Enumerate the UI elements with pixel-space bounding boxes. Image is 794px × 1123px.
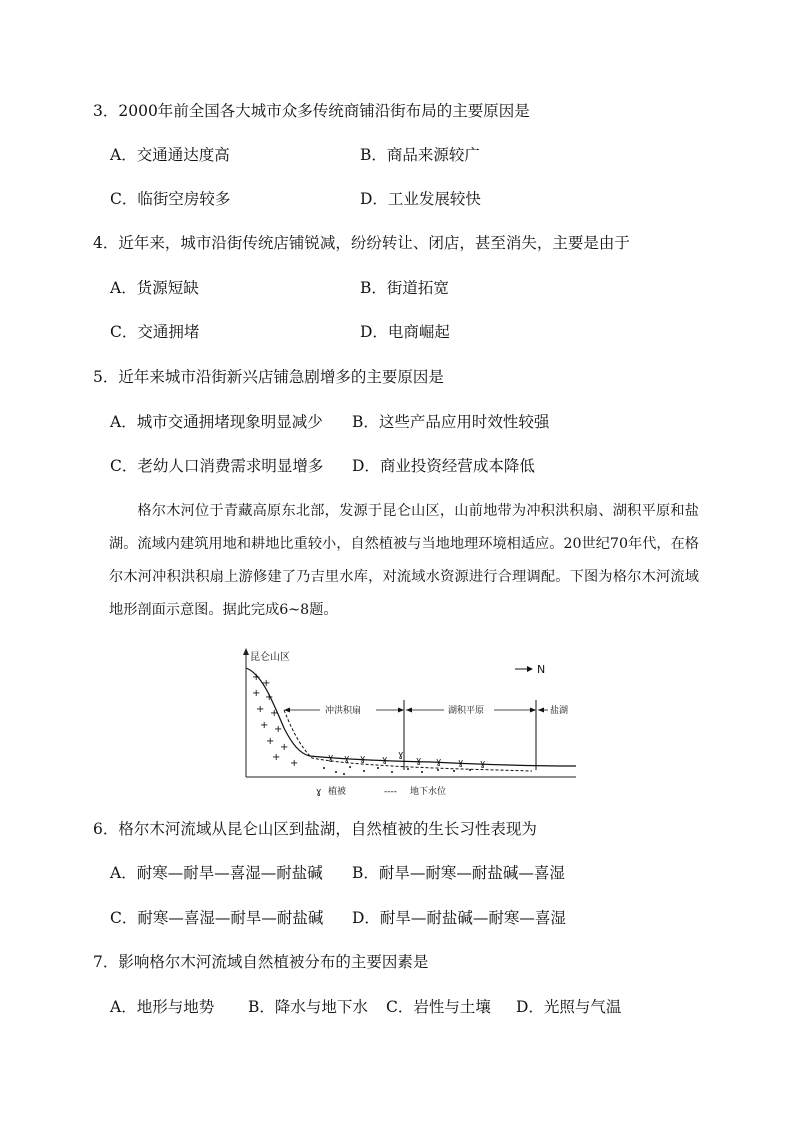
question-5-option-c[interactable]: C．老幼人口消费需求明显增多: [110, 457, 324, 475]
svg-text:ɣ: ɣ: [328, 753, 334, 763]
north-arrowhead: [527, 666, 533, 672]
legend-vegetation-label: 植被: [328, 787, 347, 797]
legend-groundwater-symbol: ----: [384, 787, 397, 797]
question-4-option-c[interactable]: C．交通拥堵: [110, 323, 200, 341]
question-5-option-b[interactable]: B．这些产品应用时效性较强: [352, 413, 550, 431]
svg-text:+: +: [266, 736, 275, 747]
plain-range-left-arrow: [406, 708, 412, 713]
svg-text:+: +: [290, 758, 299, 769]
svg-text:+: +: [262, 678, 271, 689]
svg-text:ɣ: ɣ: [436, 757, 442, 767]
y-axis-arrow: [243, 648, 249, 655]
svg-text:+: +: [260, 720, 269, 731]
question-7-option-c[interactable]: C．岩性与土壤: [386, 998, 491, 1016]
svg-text:ɣ: ɣ: [458, 758, 464, 768]
terrain-surface: [246, 668, 576, 766]
question-6-option-a[interactable]: A．耐寒—耐旱—喜湿—耐盐碱: [110, 864, 323, 882]
question-3-option-b[interactable]: B．商品来源较广: [360, 146, 480, 164]
zone-label-plain: 湖积平原: [448, 706, 485, 716]
svg-text:+: +: [256, 704, 265, 715]
svg-text:ɣ: ɣ: [382, 755, 388, 765]
sediment-dots: [323, 766, 471, 775]
question-6-option-d[interactable]: D．耐旱—耐盐碱—耐寒—喜湿: [352, 909, 566, 927]
question-7-option-a[interactable]: A．地形与地势: [110, 998, 215, 1016]
svg-text:ɣ: ɣ: [344, 754, 350, 764]
svg-text:ɣ: ɣ: [480, 759, 486, 769]
question-7-option-d[interactable]: D．光照与气温: [516, 998, 622, 1016]
zone-label-lake: 盐湖: [550, 706, 569, 716]
reading-passage: [109, 495, 699, 627]
svg-text:+: +: [272, 752, 281, 763]
svg-text:+: +: [265, 692, 274, 703]
question-4-option-b[interactable]: B．街道拓宽: [360, 279, 449, 297]
question-3-option-a[interactable]: A．交通通达度高: [110, 146, 230, 164]
lake-range-arrow: [538, 708, 544, 713]
svg-text:+: +: [280, 742, 289, 753]
zone-label-fan: 冲洪积扇: [325, 706, 362, 716]
question-5-stem: 5．近年来城市沿街新兴店铺急剧增多的主要原因是: [93, 368, 444, 386]
question-4-option-a[interactable]: A．货源短缺: [110, 279, 199, 297]
question-3-stem: 3．2000年前全国各大城市众多传统商铺沿街布局的主要原因是: [93, 102, 530, 120]
question-7-stem: 7．影响格尔木河流域自然植被分布的主要因素是: [93, 953, 429, 971]
plain-range-right-arrow: [530, 708, 536, 713]
question-6-option-b[interactable]: B．耐旱—耐寒—耐盐碱—喜湿: [352, 864, 565, 882]
question-7-option-b[interactable]: B．降水与地下水: [248, 998, 368, 1016]
mountain-label: 昆仑山区: [250, 652, 290, 663]
svg-text:+: +: [274, 724, 283, 735]
svg-text:+: +: [252, 688, 261, 699]
terrain-profile-figure: [232, 640, 582, 800]
question-6-stem: 6．格尔木河流域从昆仑山区到盐湖，自然植被的生长习性表现为: [93, 820, 537, 838]
north-label: N: [537, 663, 546, 676]
svg-text:ɣ: ɣ: [360, 754, 366, 764]
question-5-option-d[interactable]: D．商业投资经营成本降低: [352, 457, 535, 475]
question-3-option-c[interactable]: C．临街空房较多: [110, 190, 231, 208]
question-4-option-d[interactable]: D．电商崛起: [360, 323, 450, 341]
question-3-option-d[interactable]: D．工业发展较快: [360, 190, 481, 208]
mountain-rock-pattern: [252, 672, 298, 769]
svg-text:+: +: [252, 672, 261, 683]
svg-text:ɣ: ɣ: [416, 756, 422, 766]
question-4-stem: 4．近年来，城市沿街传统店铺锐减，纷纷转让、闭店，甚至消失，主要是由于: [93, 234, 630, 252]
legend-vegetation-symbol: ɣ: [316, 787, 322, 797]
svg-text:ɣ: ɣ: [398, 750, 404, 760]
passage-text: 格尔木河位于青藏高原东北部，发源于昆仑山区，山前地带为冲积洪积扇、湖积平原和盐湖。流域内建筑用地和耕地比重较小，自然植被与当地地理环境相适应。20世纪70年代，在格尔木河冲积洪积扇上游修建了乃吉里水库，对流域水资源进行合理调配。下图为格尔木河流域地形剖面示意图。据此完成6~8题。: [109, 503, 699, 618]
question-6-option-c[interactable]: C．耐寒—喜湿—耐旱—耐盐碱: [110, 909, 324, 927]
legend-groundwater-label: 地下水位: [410, 787, 447, 797]
fan-range-right-arrow: [398, 708, 404, 713]
svg-text:+: +: [270, 708, 279, 719]
question-5-option-a[interactable]: A．城市交通拥堵现象明显减少: [110, 413, 323, 431]
